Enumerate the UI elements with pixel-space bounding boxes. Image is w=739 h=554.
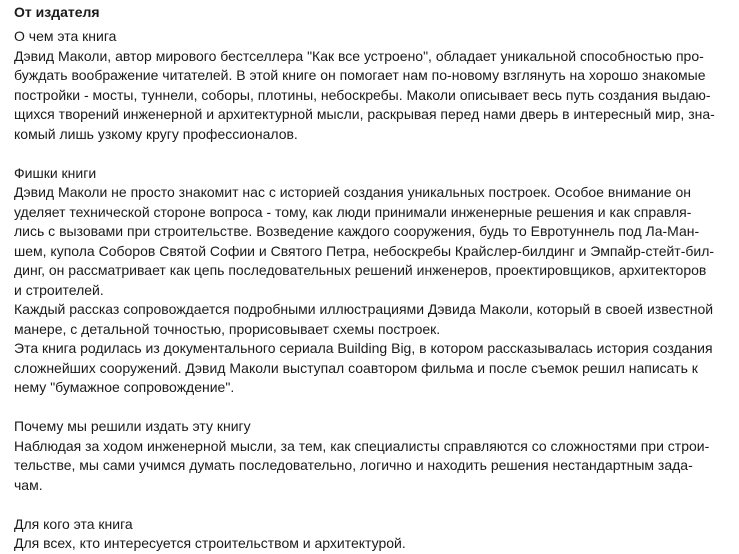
text-line: Эта книга родилась из документального сериала Building Big, в котором рассказывалась история создания xyxy=(14,340,713,356)
text-line: Каждый рассказ сопровождается подробными иллюстрациями Дэвида Маколи, который в своей известной xyxy=(14,301,714,317)
about-book-section xyxy=(14,27,739,144)
audience-heading: Для кого эта книга xyxy=(14,515,133,532)
text-line: уделяет технической стороне вопроса - тому, как люди принимали инженерные решения и как справля- xyxy=(14,203,692,220)
text-line: шем, купола Соборов Святой Софии и Святого Петра, небоскребы Крайслер-билдинг и Эмпайр-стейт-бил- xyxy=(14,242,715,259)
text-line: сложнейших сооружений. Дэвид Маколи выступал соавтором фильма и после съемок решил написать к xyxy=(14,359,698,376)
spacer xyxy=(14,495,739,515)
text-line: лись с вызовами при строительстве. Возведение каждого сооружения, будь то Евротуннель под Ла-Ман- xyxy=(14,223,700,239)
text-line: Дэвид Маколи, автор мирового бестселлера "Как все устроено", обладает уникальной способностью про- xyxy=(14,47,704,64)
text-line: динг, он рассматривает как цепь последовательных решений инженеров, проектировщиков, архитекторов xyxy=(14,262,707,278)
text-line: буждать воображение читателей. В этой книге он помогает нам по-новому взглянуть на хорошо знакомые xyxy=(14,67,706,83)
about-book-heading: О чем эта книга xyxy=(14,28,117,44)
why-publish-section xyxy=(14,417,739,495)
book-features-section xyxy=(14,164,739,398)
why-publish-heading: Почему мы решили издать эту книгу xyxy=(14,418,251,434)
spacer xyxy=(14,398,739,418)
text-line: манере, с детальной точностью, прорисовывает схемы построек. xyxy=(14,320,441,337)
text-line: Наблюдая за ходом инженерной мысли, за тем, как специалисты справляются со сложностями при строи- xyxy=(14,437,710,454)
text-line: щихся творений инженерной и архитектурной мысли, раскрывая перед нами дверь в интересный мир, зна- xyxy=(14,106,715,122)
text-line: нему "бумажное сопровождение". xyxy=(14,379,235,395)
section-title: От издателя xyxy=(14,4,100,20)
book-features-heading: Фишки книги xyxy=(14,164,97,181)
text-line: постройки - мосты, туннели, соборы, плотины, небоскребы. Маколи описывает весь путь создания выдаю- xyxy=(14,86,711,103)
text-line: чам. xyxy=(14,476,43,493)
text-line: Дэвид Маколи не просто знакомит нас с историей создания уникальных построек. Особое внимание он xyxy=(14,184,691,200)
text-line: и строителей. xyxy=(14,281,104,298)
audience-section xyxy=(14,515,739,554)
spacer xyxy=(14,144,739,164)
text-line: комый лишь узкому кругу профессионалов. xyxy=(14,125,298,142)
text-line: Для всех, кто интересуется строительством и архитектурой. xyxy=(14,535,406,551)
text-line: тельстве, мы сами учимся думать последовательно, логично и находить решения нестандартным зада- xyxy=(14,457,693,473)
